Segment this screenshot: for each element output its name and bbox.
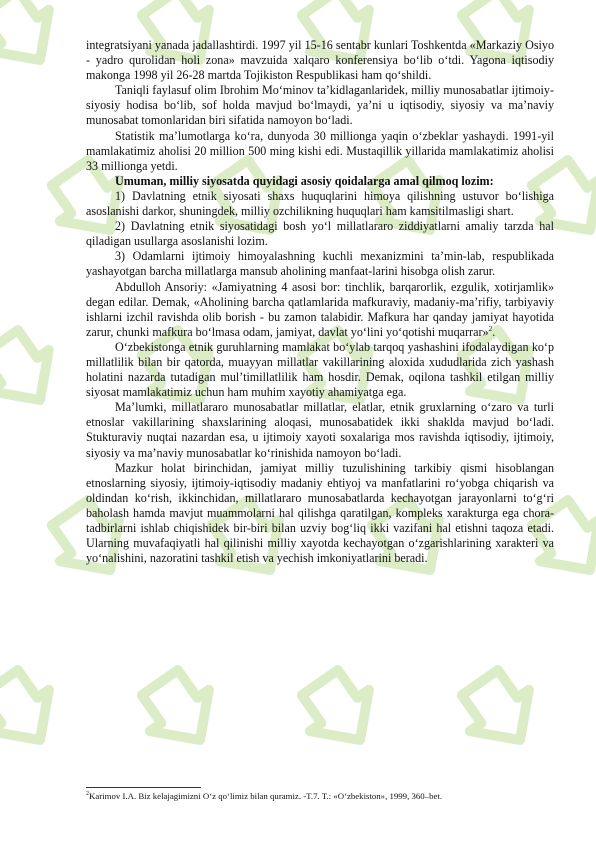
paragraph-1: integratsiyani yanada jadallashtirdi. 1997 yil 15-16 sentabr kunlari Toshkentda «Markaziy Osiyo - yadro qurolidan holi zona» mavzuida xalqaro konferensiya bo‘lib o‘tdi. Yagona iqtisodiy makonga 1998 yil 26-28 martda Tojikiston Respublikasi ham qo‘shildi. [86,38,554,83]
rule-3: 3) Odamlarni ijtimoiy himoyalashning kuchli mexanizmini ta’min-lab, respublikada yashayotgan barcha millatlarga mansub aholining manfaat-larini hisobga olish zarur. [86,249,554,279]
watermark-arrow-18 [290,662,389,761]
paragraph-2: Taniqli faylasuf olim Ibrohim Mo‘minov ta’kidlaganlaridek, milliy munosabatlar ijtimoiy-siyosiy hodisa bo‘lib, sof holda mavjud bo‘lmaydi, ya’ni u iqtisodiy, siyosiy va ma’naviy munosabat tomonlaridan biri sifatida namoyon bo‘ladi. [86,83,554,128]
footnote [86,791,556,802]
watermark-arrow-8 [0,322,69,421]
watermark-arrow-19 [450,662,549,761]
rule-1: 1) Davlatning etnik siyosati shaxs huquqlarini himoya qilishning ustuvor bo‘lishiga asoslanishi darkor, shuningdek, milliy ozchilikning huquqlari ham kamsitilmasligi shart. [86,188,554,219]
watermark-arrow-17 [130,662,229,761]
section-heading: Umuman, milliy siyosatda quyidagi asosiy qoidalarga amal qilmoq lozim: [115,173,494,188]
footnote-ref: 2 [488,323,493,333]
paragraph-quote [86,280,554,340]
footnote-divider [86,787,201,788]
paragraph-7: Mazkur holat birinchidan, jamiyat milliy tuzulishining tarkibiy qismi hisoblangan etnoslarning siyosiy, ijtimoiy-iqtisodiy madaniy ehtiyoj va manfatlarini ro‘yobga chiqarish va oldindan ko‘rish, ikkinchidan, millatlararo munosabatlarda kechayotgan jarayonlarni to‘g‘ri baholash hamda mavjut muammolarni hal qilishga qaratilgan, kompleks xarakturga ega chora-tadbirlarni ishlab chiqishidek bir-biri bilan uzviy bog‘liq ikki vazifani hal etishni taqoza etadi. Ularning muvafaqiyatli hal qilinishi milliy xayotda kechayotgan o‘zgarishlarining xarakteri va yo‘nalishini, nazoratini tashkil etish va yechish imkoniyatlarini beradi. [86,460,554,566]
quote-text: Abdulloh Ansoriy: «Jamiyatning 4 asosi bor: tinchlik, barqarorlik, ezgulik, xotirjamlik» degan edilar. Demak, «Aholining barcha qatlamlarida mafkuraviy, madaniy-ma’rifiy, tarbiyaviy ishlarni izchil ravishda olib borish - bu zamon talabidir. Mafkura har qanday jamiyat hayotida zarur, chunki mafkura bo‘lmasa odam, jamiyat, davlat yo‘lini yo‘qotishi muqarrar» [86,279,554,339]
paragraph-3: Statistik ma’lumotlarga ko‘ra, dunyoda 30 millionga yaqin o‘zbeklar yashaydi. 1991-yil mamlakatimiz aholisi 20 million 500 ming kishi edi. Mustaqillik yillarida mamlakatimiz aholisi 33 millionga yetdi. [86,128,554,173]
paragraph-6: Ma’lumki, millatlararo munosabatlar millatlar, elatlar, etnik gruxlarning o‘zaro va turli etnoslar vakillarining shaxslarining aloqasi, munosabatidek ikki shaklda mavjud bo‘ladi. Stukturaviy nuqtai nazardan esa, u ijtimoiy xayoti soxalariga mos ravishda iqtisodiy, ijtimoiy, siyosiy va ma’naviy munosabatlar ko‘rinishida namoyon bo‘ladi. [86,400,554,460]
footnote-ref-period: . [492,324,496,339]
footnote-text: Karimov I.A. Biz kelajagimizni O‘z qo‘limiz bilan quramiz. -T.7. T.: «O‘zbekiston», 1999, 360–bet. [89,791,443,801]
rule-2: 2) Davlatning etnik siyosatidagi bosh yo‘l millatlararo ziddiyatlarni amaliy tarzda hal qiladigan usullarga asoslanishi lozim. [86,219,554,249]
watermark-arrow-16 [0,662,69,761]
footnote-number: 2 [86,791,89,798]
document-body [86,38,554,566]
paragraph-5: O‘zbekistonga etnik guruhlarning mamlakat bo‘ylab tarqoq yashashini ifodalaydigan ko‘p millatlilik bilan bir qatorda, muayyan millatlar vakillarining aloxida xududlarida zich yashash holatini nazarda tutadigan mul’timillatlilik ham hosdir. Demak, oqilona tashkil etilgan milliy siyosat mamlakatimiz uchun ham muhim xayotiy ahamiyatga ega. [86,339,554,400]
watermark-arrow-0 [0,0,69,81]
